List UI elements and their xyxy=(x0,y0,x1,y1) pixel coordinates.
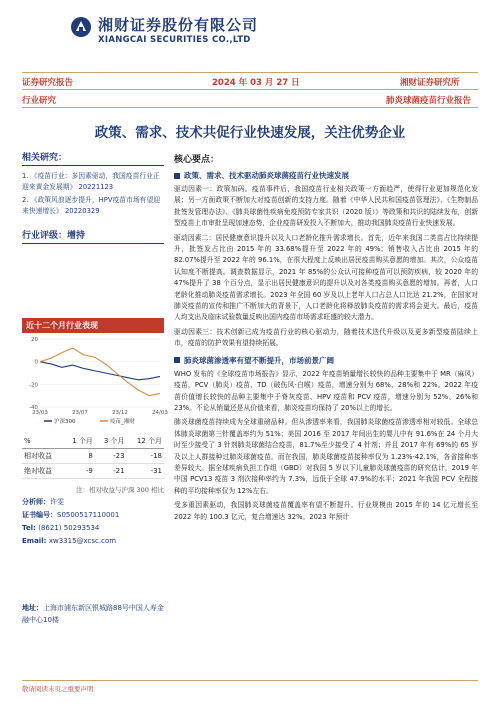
x-tick-label: 23/03 xyxy=(32,410,48,416)
x-tick-label: 24/03 xyxy=(152,410,168,416)
analyst-info xyxy=(22,496,164,548)
brand-name-en: XIANGCAI SECURITIES CO.,LTD xyxy=(98,35,251,45)
x-tick-label: 23/07 xyxy=(72,410,88,416)
table-cell: -23 xyxy=(95,449,127,464)
tel-label: Tel: xyxy=(22,524,39,532)
report-title: 政策、需求、技术共促行业快速发展，关注优势企业 xyxy=(94,125,406,141)
legend-label: 疫苗_湘财 xyxy=(110,419,135,425)
xiangcai-logo-icon xyxy=(70,16,92,38)
table-cell: -18 xyxy=(127,449,164,464)
address-text: 上海市浦东新区银城路88号中国人寿金融中心10楼 xyxy=(22,604,164,624)
table-cell: -31 xyxy=(127,464,164,479)
address-label: 地址： xyxy=(22,604,43,612)
table-row xyxy=(22,464,164,479)
section-heading xyxy=(174,355,478,366)
paragraph: 肺炎球菌疫苗持续成为全球重磅品种。但从渗透率来看，我国肺炎球菌疫苗渗透率相对较低。全球总体肺炎球菌第三针覆盖率约为 51%；美国 2016 至 2017 年间出生的婴儿中有 91.6%在 24 个月大时至少接受了 3 针剂肺炎球菌结合疫苗，81.7%至少接受了 4 针剂；并且 2017 年有 69%的 65 岁及以上人群接种过肺炎球菌疫苗。而在我国，肺炎球菌疫苗接种率仅为 1.23%-42.1%，各省接种率差异较大。据全球疾病负担工作组（GBD）对我国 5 岁以下儿童肺炎球菌疫苗的研究估计，2019 年中国 PCV13 疫苗 3 剂次接种率约为 7.3%，远低于全球 47.9%的水平；2021 年我国 PCV 全程接种的平均接种率仅为 12%左右。 xyxy=(174,418,478,495)
series-line-0 xyxy=(40,362,160,380)
square-bullet-icon xyxy=(174,173,180,179)
table-row xyxy=(22,449,164,464)
meta-divider-2 xyxy=(22,107,478,108)
table-cell: 绝对收益 xyxy=(22,464,63,479)
report-series: 肺炎球菌疫苗行业报告 xyxy=(386,96,472,106)
y-tick-label: -20 xyxy=(29,382,38,389)
core-heading: 核心要点： xyxy=(174,155,220,165)
related-research xyxy=(22,150,164,244)
square-bullet-icon xyxy=(174,357,180,363)
brand-name-cn: 湘财证券股份有限公司 xyxy=(98,16,259,34)
table-cell: -9 xyxy=(63,464,95,479)
related-item[interactable]: 1. 《疫苗行业：多因素驱动，我国疫苗行业正迎来黄金发展期》 20221123 xyxy=(22,172,160,191)
report-category: 行业研究 xyxy=(22,96,57,106)
cert-number: S0500517110001 xyxy=(57,511,120,519)
table-cell: 相对收益 xyxy=(22,449,63,464)
y-tick-label: 20 xyxy=(31,337,38,343)
related-item[interactable]: 2. 《政策风浪逐步提升，HPV疫苗市场有望迎来快速增长》 20220329 xyxy=(22,196,161,215)
table-header: 12 个月 xyxy=(127,434,164,449)
report-type: 证券研究报告 xyxy=(22,78,74,88)
section-heading xyxy=(174,170,478,181)
related-heading: 相关研究： xyxy=(22,150,164,166)
table-note: 注：相对收益与沪深 300 相比 xyxy=(75,486,164,494)
disclaimer-note: 敬请阅读末页之重要声明 xyxy=(22,685,94,693)
y-tick-label: 0 xyxy=(34,359,38,366)
paragraph: 驱动因素二：居民健康意识提升以及人口老龄化推升需求增长。首先，近年来我国二类苗占比持续提升，批签发占比由 2015 年的 33.68%提升至 2022 年的 49%；销售收入占比由 2015 年的 82.07%提升至 2022 年的 96.1%，在很大程度上反映出居民疫苗购买意愿的增加。其次，公众疫苗认知度不断提高。调查数据显示，2021 年 85%的公众认可接种疫苗可以预防疾病，较 2020 年的 47%提升了 38 个百分点，显示出居民健康意识的提升以及对各类疫苗购买意愿的增加。再者，人口老龄化推动肺炎疫苗需求增长。2023 年全国 60 岁及以上老年人口占总人口比达 21.2%，在国家对肺炎疫苗的宣传和推广不断加大的背景下，人口老龄化将释放肺炎疫苗的需求将会更大。最后，疫苗人均支出及临床试验数量反映出国内疫苗市场需求旺盛的较大潜力。 xyxy=(174,233,478,322)
table-cell: 8 xyxy=(63,449,95,464)
tel-number: (8621) 50293534 xyxy=(38,524,100,532)
institute-name: 湘财证券研究所 xyxy=(400,78,460,88)
table-header: 3 个月 xyxy=(95,434,127,449)
table-header: 1 个月 xyxy=(63,434,95,449)
legend-label: 沪深300 xyxy=(54,419,76,425)
core-points xyxy=(174,152,478,523)
y-tick-label: -40 xyxy=(29,405,38,411)
address-block xyxy=(22,602,164,626)
footer-divider xyxy=(22,680,478,681)
paragraph: 驱动因素三：技术创新已成为疫苗行业的核心驱动力，随着技术迭代升级以及更多新型疫苗陆续上市，疫苗的防护效果有望持续拓展。 xyxy=(174,327,478,348)
industry-rating: 行业评级：增持 xyxy=(22,228,164,244)
performance-table xyxy=(22,434,164,479)
performance-chart-svg xyxy=(22,333,168,427)
meta-divider xyxy=(22,89,478,90)
analyst-label: 分析师： xyxy=(22,498,50,506)
paragraph: WHO 发布的《全球疫苗市场报告》显示，2022 年疫苗销量增长较快的品种主要集中于 MR（麻风）疫苗，PCV（肺炎）疫苗、TD（破伤风-白喉）疫苗，增速分别为 68%、28%和 22%。2022 年疫苗价值增长较快的品种主要集中于脊灰疫苗、HPV 疫苗和 PCV 疫苗，增速分别为 52%、26%和 23%。不论从销量还是从价值来看，肺炎疫苗均保持了 20%以上的增长。 xyxy=(174,369,478,412)
table-header: % xyxy=(22,434,63,449)
section-title: 政策、需求、技术驱动肺炎球菌疫苗行业快速发展 xyxy=(184,171,349,180)
paragraph: 驱动因素一：政策加码。疫苗事件后，我国疫苗行业相关政策一方面趋严，使得行业更加规范化发展；另一方面政策不断加大对疫苗创新的支持力度。随着《中华人民共和国疫苗管理法》、《生物制品批签发管理办法》、《肺炎球菌性疾病免疫预防专家共识（2020 版）》等政策和共识的陆续发布，创新型疫苗上市审批呈现加速态势，企业疫苗研发投入不断加大，推动我国肺炎疫苗行业快速发展。 xyxy=(174,185,478,228)
header-divider xyxy=(22,72,478,73)
cert-label: 证书编号： xyxy=(22,511,57,519)
analyst-name: 许雯 xyxy=(50,498,64,506)
email-label: Email: xyxy=(22,537,49,545)
report-date: 2024 年 03 月 27 日 xyxy=(212,78,300,88)
chart-title: 近十二个月行业表现 xyxy=(22,318,164,333)
performance-chart xyxy=(22,318,168,428)
section-title: 肺炎球菌渗透率有望不断提升，市场前景广阔 xyxy=(184,355,334,365)
email-link[interactable]: xw3315@xcsc.com xyxy=(48,537,117,545)
report-header xyxy=(0,0,500,70)
x-tick-label: 23/12 xyxy=(112,410,128,416)
paragraph: 受多重因素驱动，我国肺炎球菌疫苗覆盖率有望不断提升。行业规模由 2015 年的 14 亿元增长至 2022 年的 100.3 亿元，复合增速达 32%。2023 年预计 xyxy=(174,501,478,521)
table-cell: -21 xyxy=(95,464,127,479)
